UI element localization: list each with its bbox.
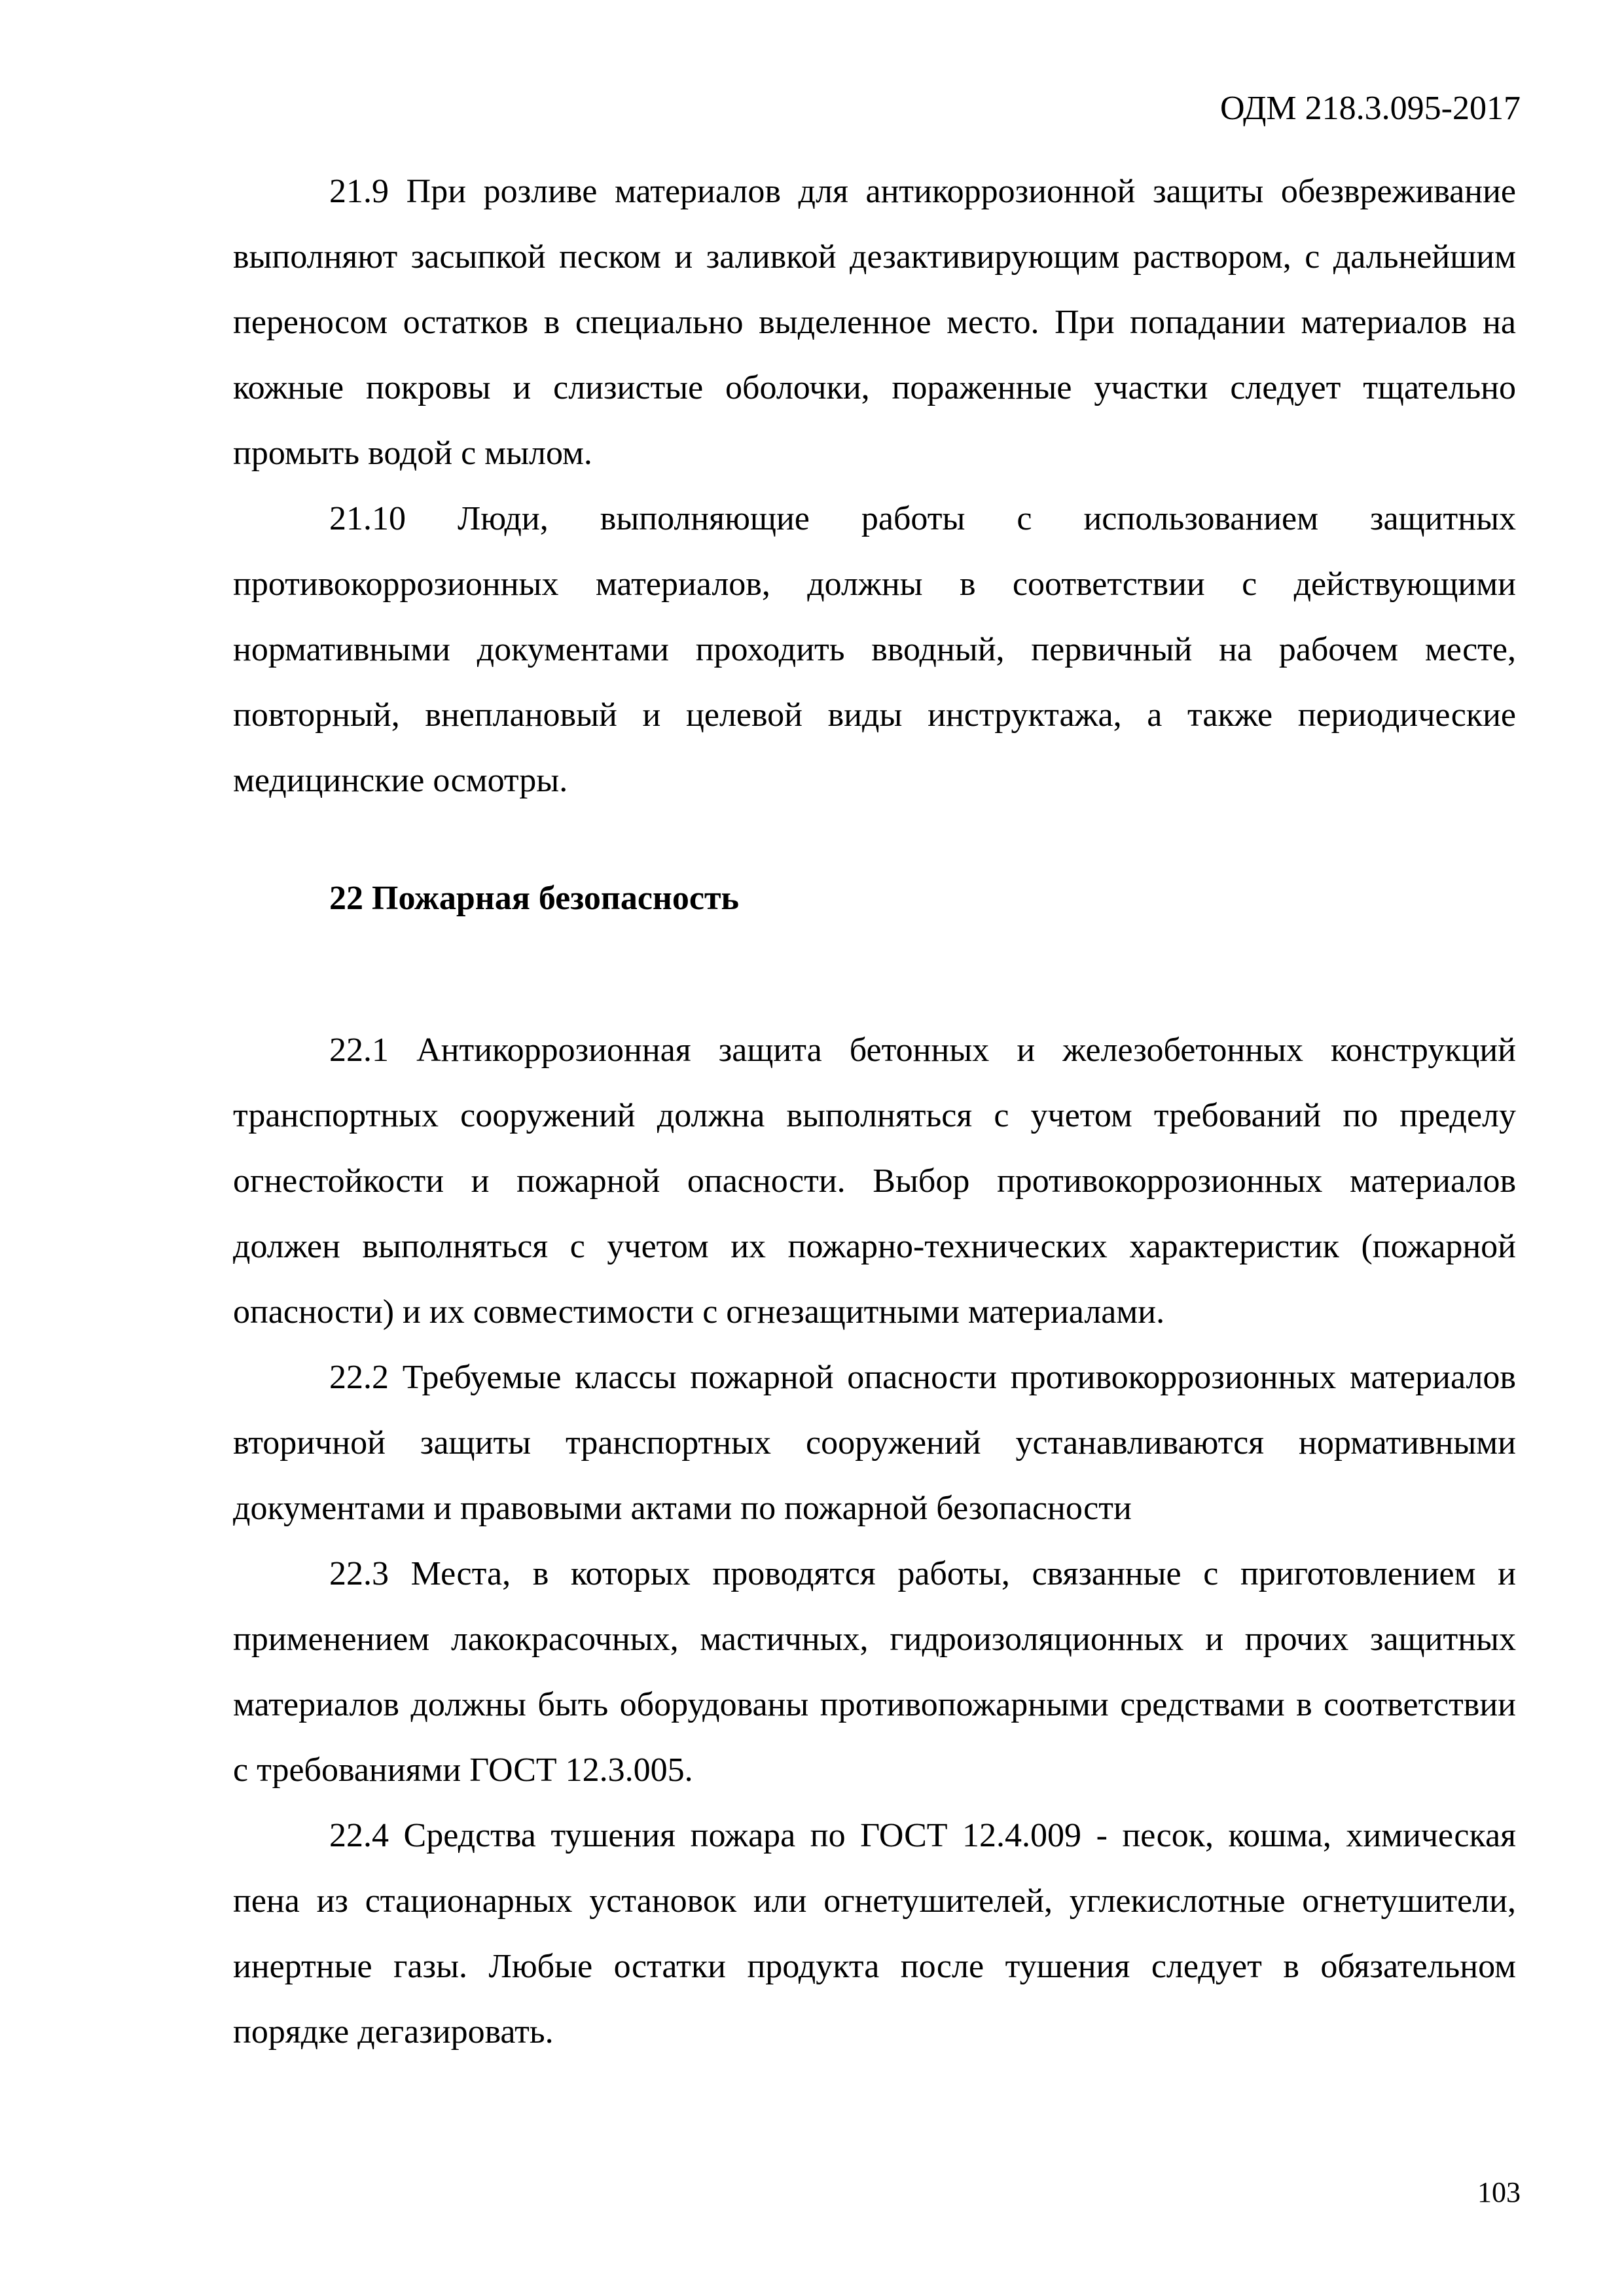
paragraph-22-3: 22.3 Места, в которых проводятся работы, связанные с приготовлением и применением лакокрасочных, мастичных, гидроизоляционных и прочих защитных материалов должны быть оборудованы противопожарными средствами в соответствии с требованиями ГОСТ 12.3.005. — [233, 1555, 1516, 1789]
content-block-bottom — [233, 1018, 1516, 2065]
paragraph-21-9: 21.9 При розливе материалов для антикоррозионной защиты обезвреживание выполняют засыпкой песком и заливкой дезактивирующим раствором, с дальнейшим переносом остатков в специально выделенное место. При попадании материалов на кожные покровы и слизистые оболочки, пораженные участки следует тщательно промыть водой с мылом. — [233, 173, 1516, 472]
paragraph-22-1: 22.1 Антикоррозионная защита бетонных и железобетонных конструкций транспортных сооружений должна выполняться с учетом требований по пределу огнестойкости и пожарной опасности. Выбор противокоррозионных материалов должен выполняться с учетом их пожарно-технических характеристик (пожарной опасности) и их совместимости с огнезащитными материалами. — [233, 1031, 1516, 1331]
content-block-top — [233, 159, 1516, 814]
paragraph-22-2: 22.2 Требуемые классы пожарной опасности противокоррозионных материалов вторичной защиты транспортных сооружений устанавливаются нормативными документами и правовыми актами по пожарной безопасности — [233, 1359, 1516, 1527]
paragraph-22-4: 22.4 Средства тушения пожара по ГОСТ 12.4.009 - песок, кошма, химическая пена из стационарных установок или огнетушителей, углекислотные огнетушители, инертные газы. Любые остатки продукта после тушения следует в обязательном порядке дегазировать. — [233, 1817, 1516, 2051]
section-heading: 22 Пожарная безопасность — [329, 880, 739, 917]
paragraph-21-10: 21.10 Люди, выполняющие работы с использованием защитных противокоррозионных материалов, должны в соответствии с действующими нормативными документами проходить вводный, первичный на рабочем месте, повторный, внеплановый и целевой виды инструктажа, а также периодические медицинские осмотры. — [233, 500, 1516, 799]
page-number: 103 — [1477, 2176, 1521, 2208]
document-code: ОДМ 218.3.095-2017 — [1220, 90, 1521, 127]
